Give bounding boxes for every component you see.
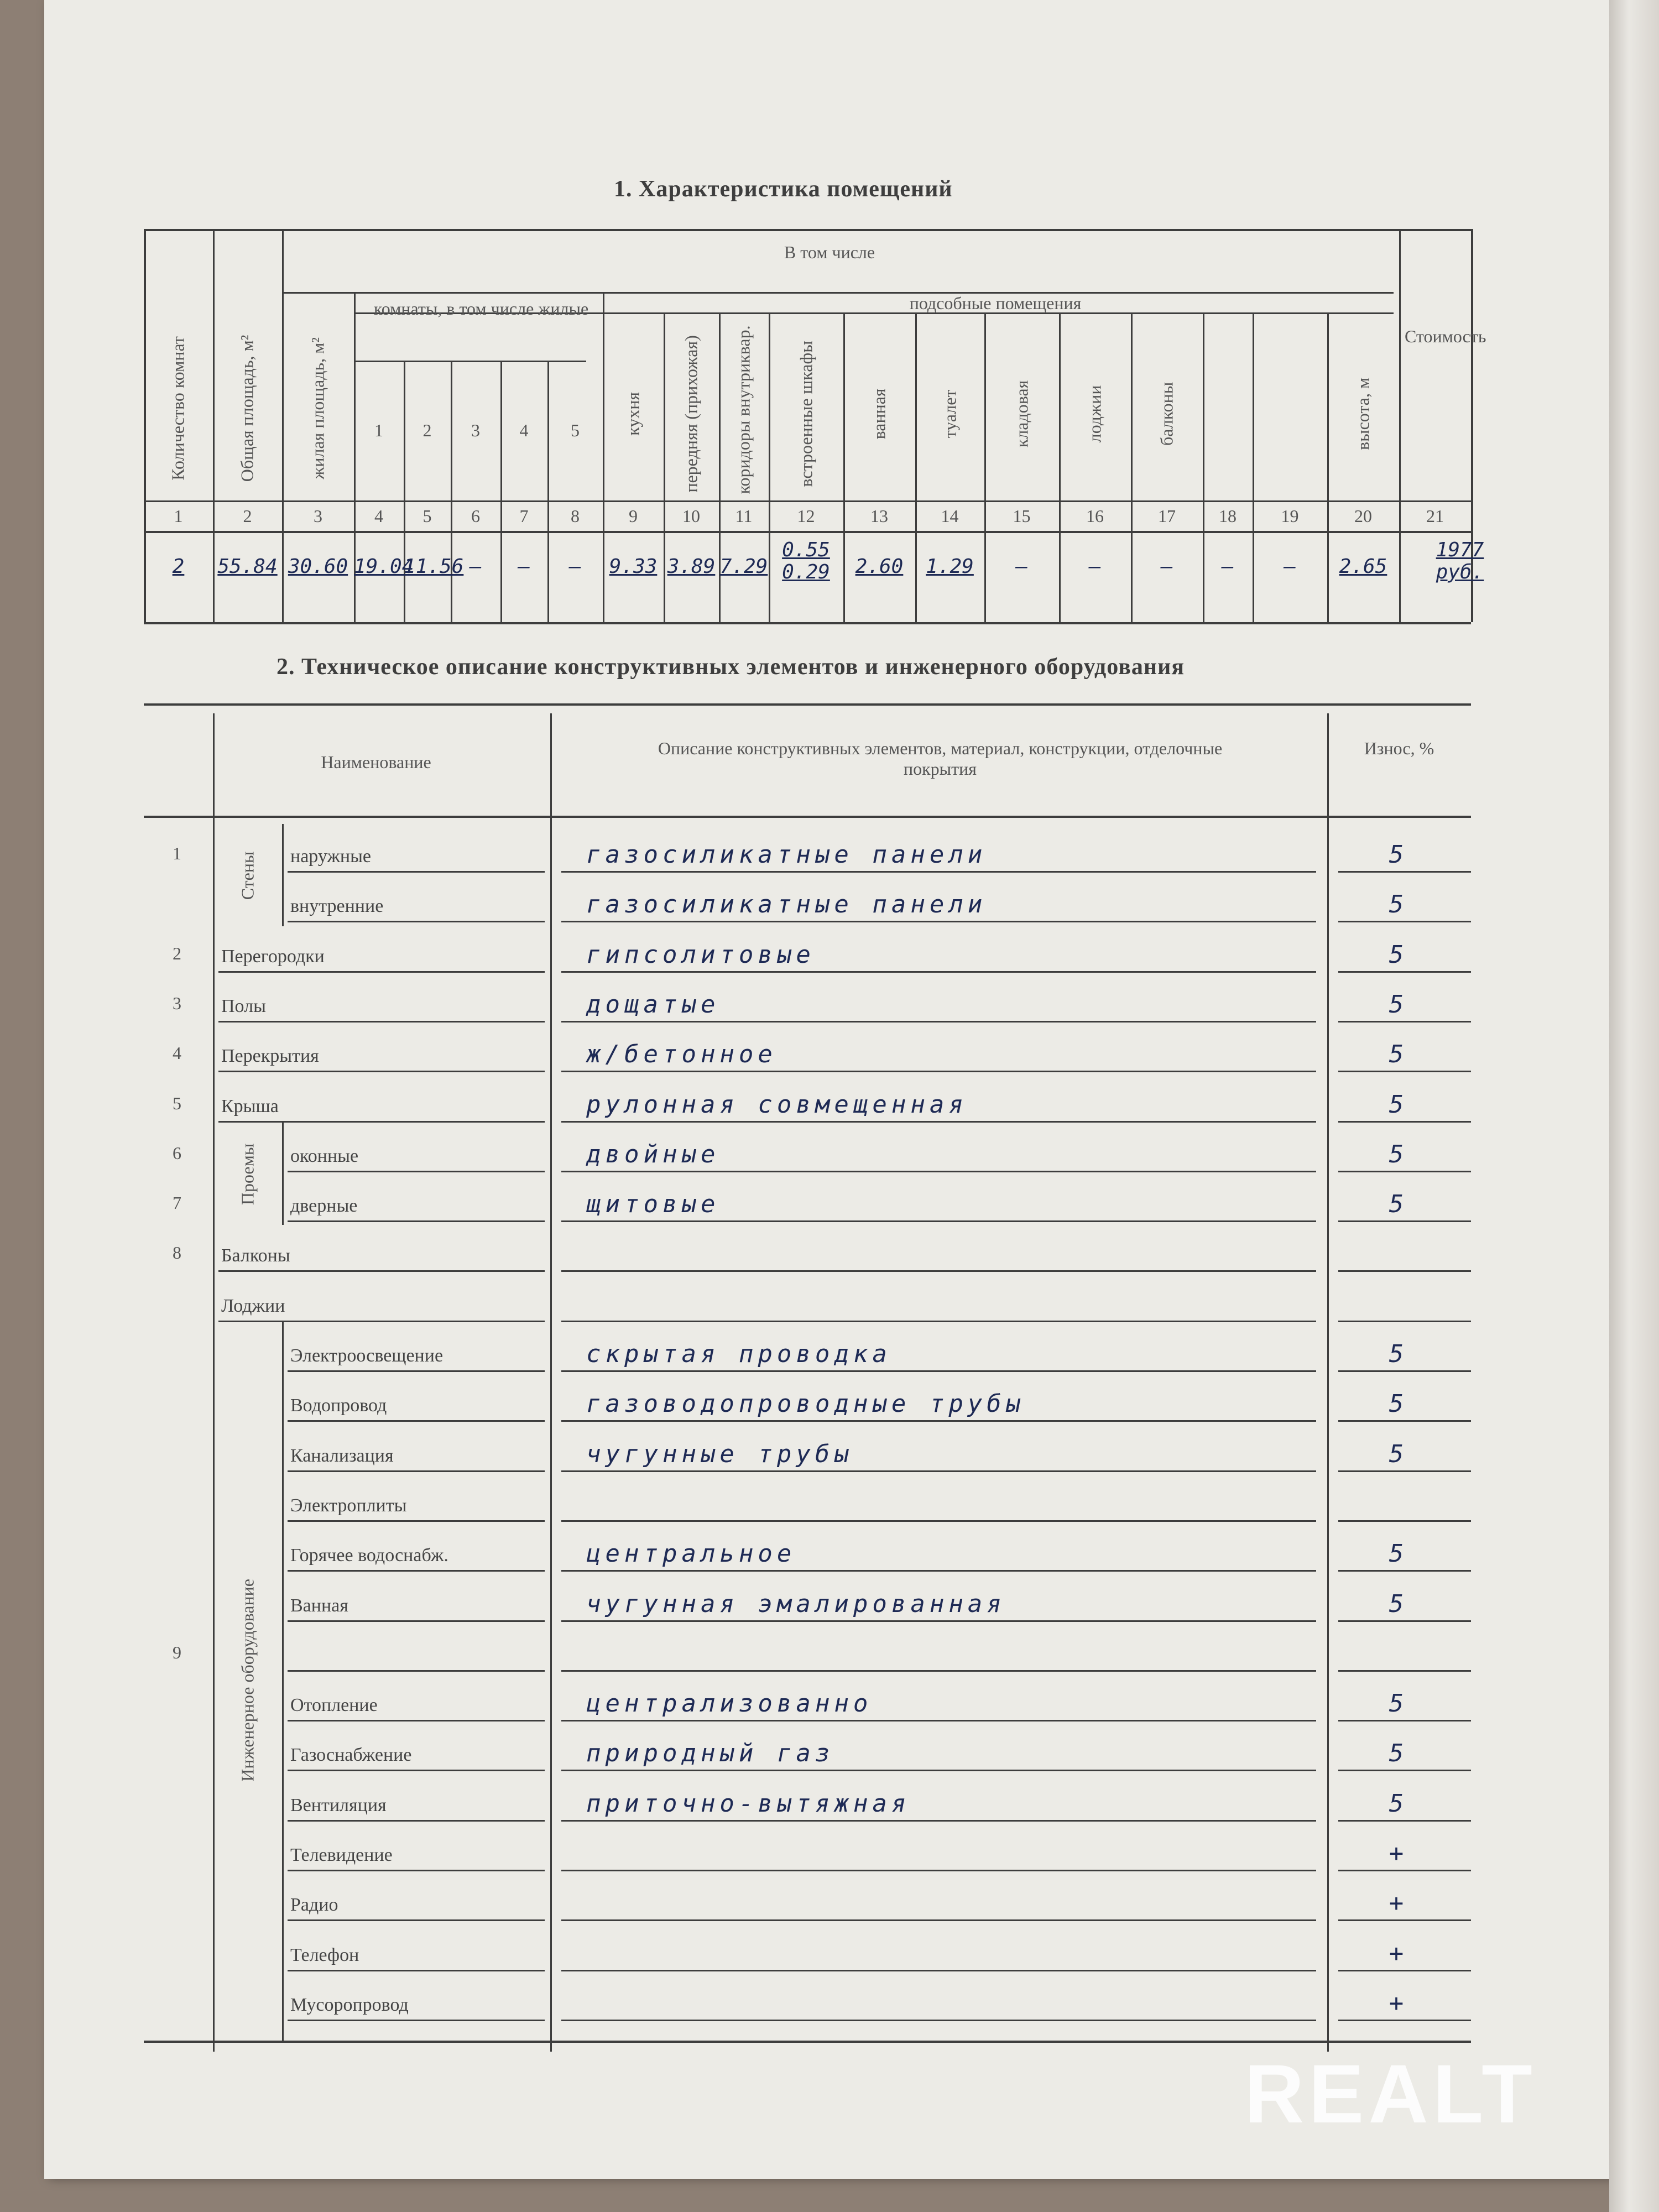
header-rooms-count: Количество комнат	[168, 336, 188, 481]
header-pantry: кладовая	[1011, 380, 1032, 448]
column-number: 8	[571, 506, 580, 526]
row-value: —	[1089, 555, 1101, 578]
header-toilet: туалет	[940, 389, 960, 439]
row-number: 9	[173, 1642, 181, 1662]
page-fold	[1609, 0, 1659, 2212]
table-rule	[144, 531, 1471, 533]
column-number: 16	[1086, 506, 1104, 526]
row-label: Мусоропровод	[290, 1994, 409, 2015]
table-rule	[1338, 1820, 1471, 1822]
header-hall: передняя (прихожая)	[681, 335, 701, 493]
row-description: природный газ	[586, 1739, 834, 1768]
row-description: чугунная эмалированная	[586, 1589, 1006, 1618]
row-label: дверные	[290, 1196, 358, 1217]
row-wear: 5	[1389, 1090, 1404, 1119]
row-number: 3	[173, 993, 181, 1013]
row-label: Радио	[290, 1895, 338, 1916]
row-value: 1.29	[926, 555, 974, 578]
column-number: 3	[314, 506, 322, 526]
row-value: 2.60	[855, 555, 904, 578]
group-engineering: Инженерное оборудование	[237, 1579, 258, 1782]
row-label: Электроосвещение	[290, 1345, 444, 1366]
row-label: Газоснабжение	[290, 1745, 412, 1766]
header-closets: встроенные шкафы	[796, 341, 816, 487]
header-balcony: балконы	[1156, 382, 1177, 446]
row-wear: +	[1389, 1989, 1404, 2017]
row-description: скрытая проводка	[586, 1340, 891, 1368]
row-label: Ванная	[290, 1595, 348, 1616]
row-number: 6	[173, 1142, 181, 1163]
row-number: 1	[173, 843, 181, 863]
header-total-area: Общая площадь, м²	[237, 335, 257, 482]
table-rule	[1338, 1121, 1471, 1123]
table-rule	[144, 816, 1471, 818]
column-number: 6	[471, 506, 480, 526]
row-value: 30.60	[288, 555, 348, 578]
table-rule	[1338, 1270, 1471, 1272]
table-rule	[1338, 2020, 1471, 2021]
table-rule	[561, 1321, 1316, 1322]
row-wear: 5	[1389, 1589, 1404, 1618]
table-rule	[1338, 1970, 1471, 1971]
table-rule	[1338, 1321, 1471, 1322]
row-value: 3.89	[667, 555, 716, 578]
row-number: 8	[173, 1243, 181, 1263]
row-label: Вентиляция	[290, 1794, 387, 1815]
table-rule	[1338, 921, 1471, 922]
column-number: 14	[941, 506, 959, 526]
table-rule	[288, 871, 545, 873]
row-wear: 5	[1389, 990, 1404, 1019]
table-rule	[550, 713, 552, 2052]
row-wear: 5	[1389, 1040, 1404, 1069]
column-number: 20	[1354, 506, 1372, 526]
row-description: двойные	[586, 1140, 720, 1168]
header-rooms: комнаты, в том числе жилые	[373, 299, 589, 319]
row-wear: 5	[1389, 1190, 1404, 1219]
table-rule	[1338, 871, 1471, 873]
table-rule	[561, 1820, 1316, 1822]
table-rule	[561, 1970, 1316, 1971]
row-value: —	[518, 555, 530, 578]
section1-title: 1. Характеристика помещений	[614, 176, 953, 202]
row-label: наружные	[290, 846, 372, 867]
table-rule	[547, 361, 549, 622]
column-number: 19	[1281, 506, 1299, 526]
row-description: чугунные трубы	[586, 1439, 853, 1468]
row-description: газосиликатные панели	[586, 841, 987, 869]
table-rule	[561, 2020, 1316, 2021]
table-rule	[354, 361, 586, 362]
table-rule	[288, 1820, 545, 1822]
table-rule	[561, 1919, 1316, 1921]
row-label: внутренние	[290, 896, 384, 917]
row-value: 55.84	[217, 555, 278, 578]
table-rule	[561, 921, 1316, 922]
table-rule	[288, 1770, 545, 1771]
row-number: 2	[173, 943, 181, 963]
row-value: 0.55 0.29	[782, 539, 830, 583]
table-rule	[288, 1870, 545, 1871]
table-rule	[288, 1670, 545, 1672]
table-rule	[288, 1220, 545, 1222]
table-rule	[1338, 1021, 1471, 1022]
row-description: гипсолитовые	[586, 940, 815, 969]
header-cost: Стоимость	[1405, 326, 1486, 346]
row-description: приточно-вытяжная	[586, 1789, 911, 1818]
table-rule	[561, 971, 1316, 973]
table-rule	[282, 1322, 284, 2041]
table-rule	[213, 713, 215, 2052]
row-wear: 5	[1389, 890, 1404, 919]
table-rule	[1338, 1570, 1471, 1572]
row-value: 2.65	[1339, 555, 1387, 578]
header-height: высота, м	[1353, 377, 1373, 451]
column-number: 15	[1013, 506, 1031, 526]
table-rule	[561, 1021, 1316, 1022]
row-label: Горячее водоснабж.	[290, 1545, 448, 1566]
header-description: Описание конструктивных элементов, материал, конструкции, отделочные покрытия	[658, 738, 1223, 779]
row-description: щитовые	[586, 1190, 720, 1219]
table-rule	[218, 1071, 545, 1072]
realt-watermark: REALT	[1244, 2047, 1537, 2140]
row-label: Перекрытия	[221, 1046, 319, 1067]
table-rule	[561, 871, 1316, 873]
table-rule	[288, 1420, 545, 1422]
row-wear: 5	[1389, 940, 1404, 969]
row-wear: +	[1389, 1939, 1404, 1968]
row-wear: 5	[1389, 1540, 1404, 1568]
table-rule	[282, 824, 284, 926]
table-rule	[288, 1570, 545, 1572]
table-rule	[144, 2041, 1471, 2043]
table-rule	[561, 1270, 1316, 1272]
table-rule	[1338, 1370, 1471, 1372]
row-label: Водопровод	[290, 1395, 387, 1416]
table-rule	[1338, 1770, 1471, 1771]
column-number: 7	[519, 506, 529, 526]
table-rule	[144, 229, 1471, 231]
column-number: 11	[735, 506, 753, 526]
row-wear: 5	[1389, 1439, 1404, 1468]
row-value: 2	[172, 555, 185, 578]
header-room-5: 5	[571, 420, 580, 440]
row-description: дощатые	[586, 990, 720, 1019]
header-aux: подсобные помещения	[909, 293, 1082, 313]
group-openings: Проемы	[237, 1143, 258, 1206]
row-number: 7	[173, 1193, 181, 1213]
column-number: 4	[374, 506, 383, 526]
column-number: 9	[629, 506, 638, 526]
header-room-4: 4	[519, 420, 529, 440]
section2-title: 2. Техническое описание конструктивных элементов и инженерного оборудования	[276, 654, 1185, 680]
row-value: 7.29	[719, 555, 768, 578]
column-number: 21	[1426, 506, 1444, 526]
row-label: оконные	[290, 1145, 359, 1166]
table-rule	[218, 971, 545, 973]
column-number: 18	[1219, 506, 1237, 526]
table-rule	[561, 1071, 1316, 1072]
row-value: —	[1161, 555, 1173, 578]
group-walls: Стены	[237, 851, 258, 900]
table-rule	[218, 1270, 545, 1272]
row-wear: 5	[1389, 1140, 1404, 1168]
table-rule	[1338, 1420, 1471, 1422]
row-label: Перегородки	[221, 946, 325, 967]
table-rule	[561, 1770, 1316, 1771]
column-number: 13	[870, 506, 888, 526]
table-rule	[561, 1470, 1316, 1472]
header-room-3: 3	[471, 420, 480, 440]
header-living-area: жилая площадь, м²	[307, 337, 328, 479]
table-rule	[1338, 1071, 1471, 1072]
table-rule	[1338, 1670, 1471, 1672]
table-rule	[451, 361, 452, 622]
table-rule	[1338, 1620, 1471, 1622]
row-value: 19.04	[354, 555, 414, 578]
table-rule	[561, 1420, 1316, 1422]
table-rule	[288, 921, 545, 922]
row-value: —	[1015, 555, 1028, 578]
column-number: 2	[243, 506, 252, 526]
table-rule	[500, 361, 502, 622]
row-wear: 5	[1389, 841, 1404, 869]
table-rule	[144, 622, 1471, 624]
row-wear: 5	[1389, 1739, 1404, 1768]
table-rule	[561, 1220, 1316, 1222]
row-label: Электроплиты	[290, 1495, 407, 1516]
row-description: рулонная совмещенная	[586, 1090, 968, 1119]
row-value: —	[1284, 555, 1296, 578]
row-wear: 5	[1389, 1340, 1404, 1368]
table-rule	[288, 1970, 545, 1971]
row-wear: 5	[1389, 1789, 1404, 1818]
header-loggia: лоджии	[1084, 385, 1105, 443]
table-rule	[561, 1520, 1316, 1522]
row-number: 4	[173, 1043, 181, 1063]
table-rule	[282, 1123, 284, 1225]
table-rule	[1338, 1470, 1471, 1472]
table-rule	[1338, 1220, 1471, 1222]
row-value: 9.33	[609, 555, 658, 578]
table-rule	[288, 1370, 545, 1372]
table-rule	[288, 2020, 545, 2021]
table-rule	[561, 1570, 1316, 1572]
header-kitchen: кухня	[623, 392, 643, 436]
column-number: 10	[682, 506, 700, 526]
header-room-2: 2	[422, 420, 432, 440]
row-description: централизованно	[586, 1689, 873, 1718]
table-rule	[218, 1021, 545, 1022]
header-wear: Износ, %	[1364, 738, 1434, 758]
row-label: Крыша	[221, 1095, 279, 1117]
row-label: Лоджии	[221, 1295, 285, 1316]
row-description: центральное	[586, 1540, 796, 1568]
row-description: газоводопроводные трубы	[586, 1390, 1025, 1418]
table-rule	[561, 1670, 1316, 1672]
row-label: Отопление	[290, 1695, 378, 1716]
table-rule	[144, 500, 1471, 502]
table-rule	[288, 1720, 545, 1721]
header-in-that-number: В том числе	[784, 242, 875, 262]
row-label: Телефон	[290, 1944, 359, 1965]
table-rule	[288, 1171, 545, 1172]
table-rule	[561, 1620, 1316, 1622]
table-rule	[288, 1520, 545, 1522]
row-value: —	[569, 555, 581, 578]
row-value: 11.56	[404, 555, 464, 578]
table-rule	[1338, 1720, 1471, 1721]
row-value: —	[1222, 555, 1234, 578]
column-number: 17	[1158, 506, 1176, 526]
row-description: ж/бетонное	[586, 1040, 777, 1069]
row-value: 1977 руб.	[1436, 539, 1484, 583]
table-rule	[1327, 713, 1329, 2052]
header-corridor: коридоры внутриквар.	[733, 325, 754, 494]
header-name: Наименование	[321, 752, 431, 772]
table-rule	[288, 1919, 545, 1921]
table-rule	[561, 1370, 1316, 1372]
row-label: Телевидение	[290, 1845, 393, 1865]
table-rule	[561, 1870, 1316, 1871]
table-rule	[404, 361, 405, 622]
row-description: газосиликатные панели	[586, 890, 987, 919]
row-number: 5	[173, 1093, 181, 1113]
row-label: Канализация	[290, 1445, 394, 1466]
row-value: —	[469, 555, 482, 578]
table-rule	[218, 1121, 545, 1123]
row-wear: +	[1389, 1889, 1404, 1918]
table-rule	[561, 1121, 1316, 1123]
header-bath: ванная	[869, 388, 889, 440]
row-wear: +	[1389, 1839, 1404, 1867]
table-rule	[561, 1171, 1316, 1172]
table-rule	[288, 1620, 545, 1622]
table-rule	[1338, 1919, 1471, 1921]
row-wear: 5	[1389, 1390, 1404, 1418]
column-number: 1	[174, 506, 183, 526]
table-rule	[288, 1470, 545, 1472]
table-rule	[1338, 971, 1471, 973]
row-label: Балконы	[221, 1245, 290, 1266]
table-rule	[1338, 1520, 1471, 1522]
header-room-1: 1	[374, 420, 383, 440]
column-number: 12	[797, 506, 815, 526]
column-number: 5	[422, 506, 432, 526]
table-rule	[1338, 1171, 1471, 1172]
table-rule	[1338, 1870, 1471, 1871]
table-rule	[144, 703, 1471, 706]
row-label: Полы	[221, 995, 266, 1016]
table-rule	[561, 1720, 1316, 1721]
table-rule	[218, 1321, 545, 1322]
row-wear: 5	[1389, 1689, 1404, 1718]
